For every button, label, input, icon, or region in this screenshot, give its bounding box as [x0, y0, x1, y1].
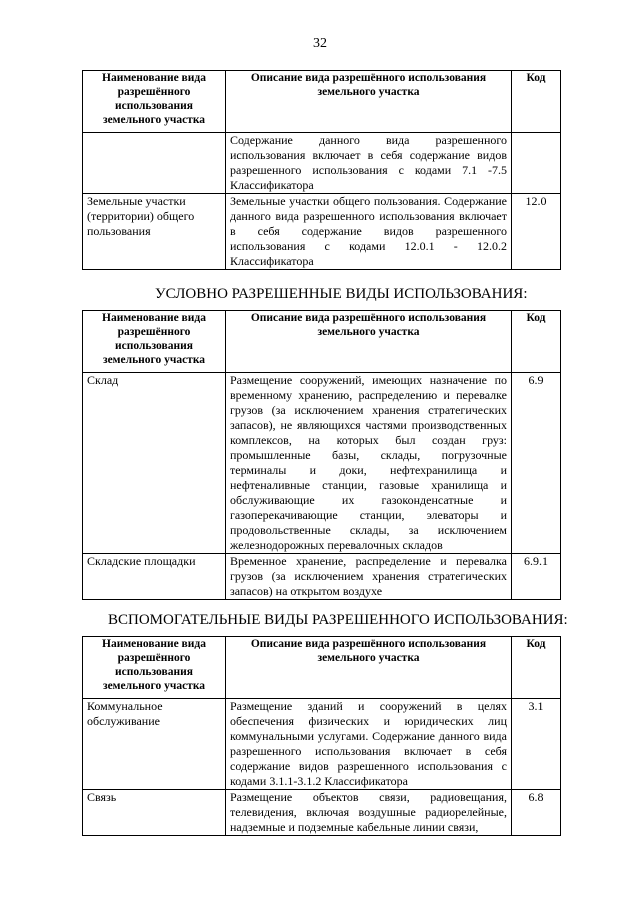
table-row [83, 194, 561, 270]
table-row [83, 133, 561, 194]
header-description: Описание вида разрешённого использования земельного участка [226, 637, 512, 699]
table-row [83, 373, 561, 554]
header-name: Наименование вида разрешённого использования земельного участка [83, 637, 226, 699]
row-name: Коммунальное обслуживание [83, 699, 226, 790]
main-uses-table-continued [82, 70, 561, 270]
row-code: 6.9.1 [512, 554, 561, 600]
row-name: Земельные участки (территории) общего пользования [83, 194, 226, 270]
row-code [512, 133, 561, 194]
row-description: Размещение сооружений, имеющих назначение по временному хранению, распределению и перевалке грузов (за исключением хранения стратегических запасов), не являющихся частями производственных комплексов, на которых был создан груз: промышленные базы, склады, погрузочные терминалы и доки, нефтехранилища и нефтеналивные станции, газовые хранилища и обслуживающие их газоконденсатные и газоперекачивающие станции, элеваторы и продовольственные склады, за исключением железнодорожных перевалочных складов [226, 373, 512, 554]
row-name [83, 133, 226, 194]
row-code: 3.1 [512, 699, 561, 790]
row-description: Временное хранение, распределение и перевалка грузов (за исключением хранения стратегических запасов) на открытом воздухе [226, 554, 512, 600]
row-name: Связь [83, 790, 226, 836]
table-row [83, 790, 561, 836]
header-description: Описание вида разрешённого использования земельного участка [226, 311, 512, 373]
header-name: Наименование вида разрешённого использования земельного участка [83, 71, 226, 133]
table-header-row [83, 637, 561, 699]
row-description: Содержание данного вида разрешенного использования включает в себя содержание видов разрешенного использования с кодами 7.1 -7.5 Классификатора [226, 133, 512, 194]
row-code: 6.9 [512, 373, 561, 554]
table-row [83, 699, 561, 790]
header-code: Код [512, 311, 561, 373]
table-header-row [83, 71, 561, 133]
row-name: Складские площадки [83, 554, 226, 600]
section-title-auxiliary: ВСПОМОГАТЕЛЬНЫЕ ВИДЫ РАЗРЕШЕННОГО ИСПОЛЬЗОВАНИЯ: [108, 612, 568, 628]
row-description: Размещение объектов связи, радиовещания, телевидения, включая воздушные радиорелейные, надземные и подземные кабельные линии связи, [226, 790, 512, 836]
row-code: 12.0 [512, 194, 561, 270]
header-code: Код [512, 637, 561, 699]
auxiliary-uses-table [82, 636, 561, 836]
page-number: 32 [313, 36, 327, 51]
row-name: Склад [83, 373, 226, 554]
table-row [83, 554, 561, 600]
header-name: Наименование вида разрешённого использования земельного участка [83, 311, 226, 373]
section-title-conditional: УСЛОВНО РАЗРЕШЕННЫЕ ВИДЫ ИСПОЛЬЗОВАНИЯ: [155, 286, 528, 302]
conditional-uses-table [82, 310, 561, 600]
header-description: Описание вида разрешённого использования земельного участка [226, 71, 512, 133]
header-code: Код [512, 71, 561, 133]
row-description: Земельные участки общего пользования. Содержание данного вида разрешенного использования включает в себя содержание видов разрешенного использования с кодами 12.0.1 - 12.0.2 Классификатора [226, 194, 512, 270]
row-code: 6.8 [512, 790, 561, 836]
table-header-row [83, 311, 561, 373]
row-description: Размещение зданий и сооружений в целях обеспечения физических и юридических лиц коммунальными услугами. Содержание данного вида разрешенного использования включает в себя содержание видов разрешенного использования с кодами 3.1.1-3.1.2 Классификатора [226, 699, 512, 790]
